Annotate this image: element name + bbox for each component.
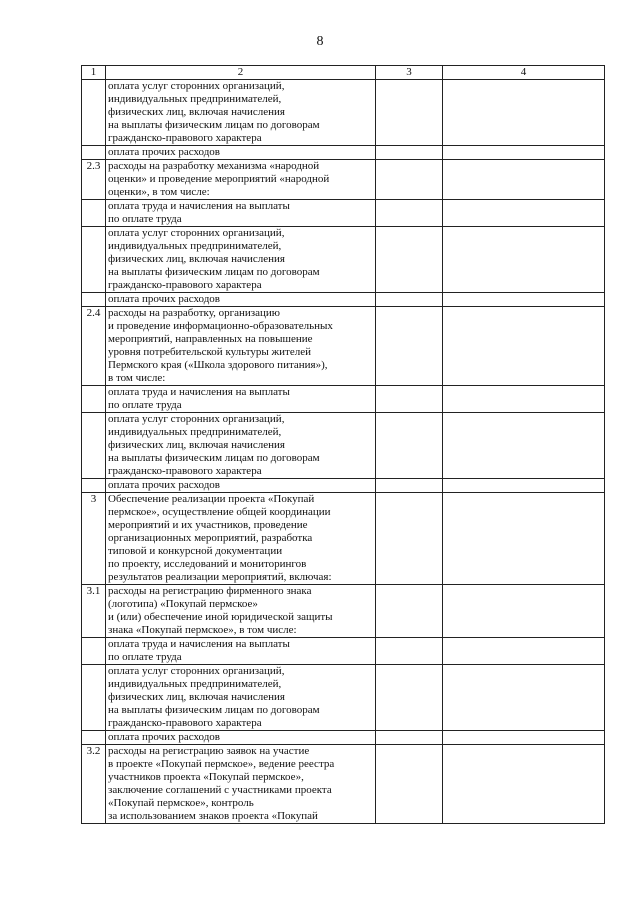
row-number-cell [82,665,106,731]
row-description-cell: расходы на регистрацию заявок на участие в проекте «Покупай пермское», ведение реестра участников проекта «Покупай пермское», заключение соглашений с участниками проекта «Покупай пермское», контроль за использованием знаков проекта «Покупай [106,745,376,824]
row-description-cell: оплата прочих расходов [106,146,376,160]
row-col4-cell [443,585,605,638]
row-description-cell: оплата услуг сторонних организаций, индивидуальных предпринимателей, физических лиц, включая начисления на выплаты физическим лицам по договорам гражданско-правового характера [106,665,376,731]
row-description-cell: оплата прочих расходов [106,731,376,745]
row-number-cell [82,638,106,665]
table-row [82,160,605,200]
row-col4-cell [443,479,605,493]
table-row [82,731,605,745]
row-col4-cell [443,293,605,307]
table-row [82,745,605,824]
row-number-cell [82,293,106,307]
row-col4-cell [443,413,605,479]
header-col-3: 3 [376,66,443,80]
table-row [82,80,605,146]
table-row [82,293,605,307]
row-description-cell: Обеспечение реализации проекта «Покупай пермское», осуществление общей координации мероприятий и их участников, проведение организационных мероприятий, разработка типовой и конкурсной документации по проекту, исследований и мониторингов результатов реализации мероприятий, включая: [106,493,376,585]
row-number-cell [82,413,106,479]
row-col3-cell [376,293,443,307]
row-col3-cell [376,146,443,160]
table-row [82,413,605,479]
row-col3-cell [376,638,443,665]
row-description-cell: оплата услуг сторонних организаций, индивидуальных предпринимателей, физических лиц, включая начисления на выплаты физическим лицам по договорам гражданско-правового характера [106,413,376,479]
row-number-cell [82,386,106,413]
row-description-cell: оплата труда и начисления на выплаты по оплате труда [106,638,376,665]
row-col4-cell [443,80,605,146]
row-col4-cell [443,638,605,665]
row-description-cell: оплата прочих расходов [106,479,376,493]
row-col4-cell [443,386,605,413]
row-col4-cell [443,307,605,386]
row-col4-cell [443,200,605,227]
table-row [82,146,605,160]
row-description-cell: оплата труда и начисления на выплаты по оплате труда [106,200,376,227]
row-number-cell: 3.2 [82,745,106,824]
table-row [82,307,605,386]
row-description-cell: оплата прочих расходов [106,293,376,307]
row-number-cell: 3.1 [82,585,106,638]
header-col-1: 1 [82,66,106,80]
table-row [82,585,605,638]
table-row [82,638,605,665]
table-body [82,80,605,824]
row-col3-cell [376,307,443,386]
row-description-cell: расходы на регистрацию фирменного знака (логотипа) «Покупай пермское» и (или) обеспечение иной юридической защиты знака «Покупай пермское», в том числе: [106,585,376,638]
table-row [82,493,605,585]
row-number-cell: 2.4 [82,307,106,386]
row-col4-cell [443,160,605,200]
table-row [82,665,605,731]
row-col4-cell [443,227,605,293]
row-description-cell: расходы на разработку, организацию и проведение информационно-образовательных мероприятий, направленных на повышение уровня потребительской культуры жителей Пермского края («Школа здорового питания»), в том числе: [106,307,376,386]
row-number-cell [82,479,106,493]
row-col3-cell [376,665,443,731]
row-description-cell: оплата услуг сторонних организаций, индивидуальных предпринимателей, физических лиц, включая начисления на выплаты физическим лицам по договорам гражданско-правового характера [106,80,376,146]
row-col4-cell [443,665,605,731]
row-col3-cell [376,80,443,146]
row-col4-cell [443,731,605,745]
table-header [82,66,605,80]
row-description-cell: расходы на разработку механизма «народной оценки» и проведение мероприятий «народной оценки», в том числе: [106,160,376,200]
row-col4-cell [443,745,605,824]
row-number-cell [82,146,106,160]
row-col3-cell [376,745,443,824]
table-row [82,479,605,493]
header-col-2: 2 [106,66,376,80]
row-col3-cell [376,479,443,493]
table-row [82,386,605,413]
row-number-cell: 2.3 [82,160,106,200]
row-col3-cell [376,493,443,585]
row-number-cell: 3 [82,493,106,585]
row-description-cell: оплата труда и начисления на выплаты по оплате труда [106,386,376,413]
row-number-cell [82,80,106,146]
row-col3-cell [376,386,443,413]
table-row [82,200,605,227]
row-number-cell [82,200,106,227]
row-description-cell: оплата услуг сторонних организаций, индивидуальных предпринимателей, физических лиц, включая начисления на выплаты физическим лицам по договорам гражданско-правового характера [106,227,376,293]
header-row [82,66,605,80]
row-col3-cell [376,585,443,638]
budget-table [81,65,605,824]
row-col3-cell [376,413,443,479]
row-number-cell [82,731,106,745]
row-col4-cell [443,146,605,160]
page-number: 8 [316,34,324,49]
row-col3-cell [376,200,443,227]
table-row [82,227,605,293]
header-col-4: 4 [443,66,605,80]
row-col3-cell [376,227,443,293]
row-col3-cell [376,160,443,200]
row-col3-cell [376,731,443,745]
row-col4-cell [443,493,605,585]
row-number-cell [82,227,106,293]
